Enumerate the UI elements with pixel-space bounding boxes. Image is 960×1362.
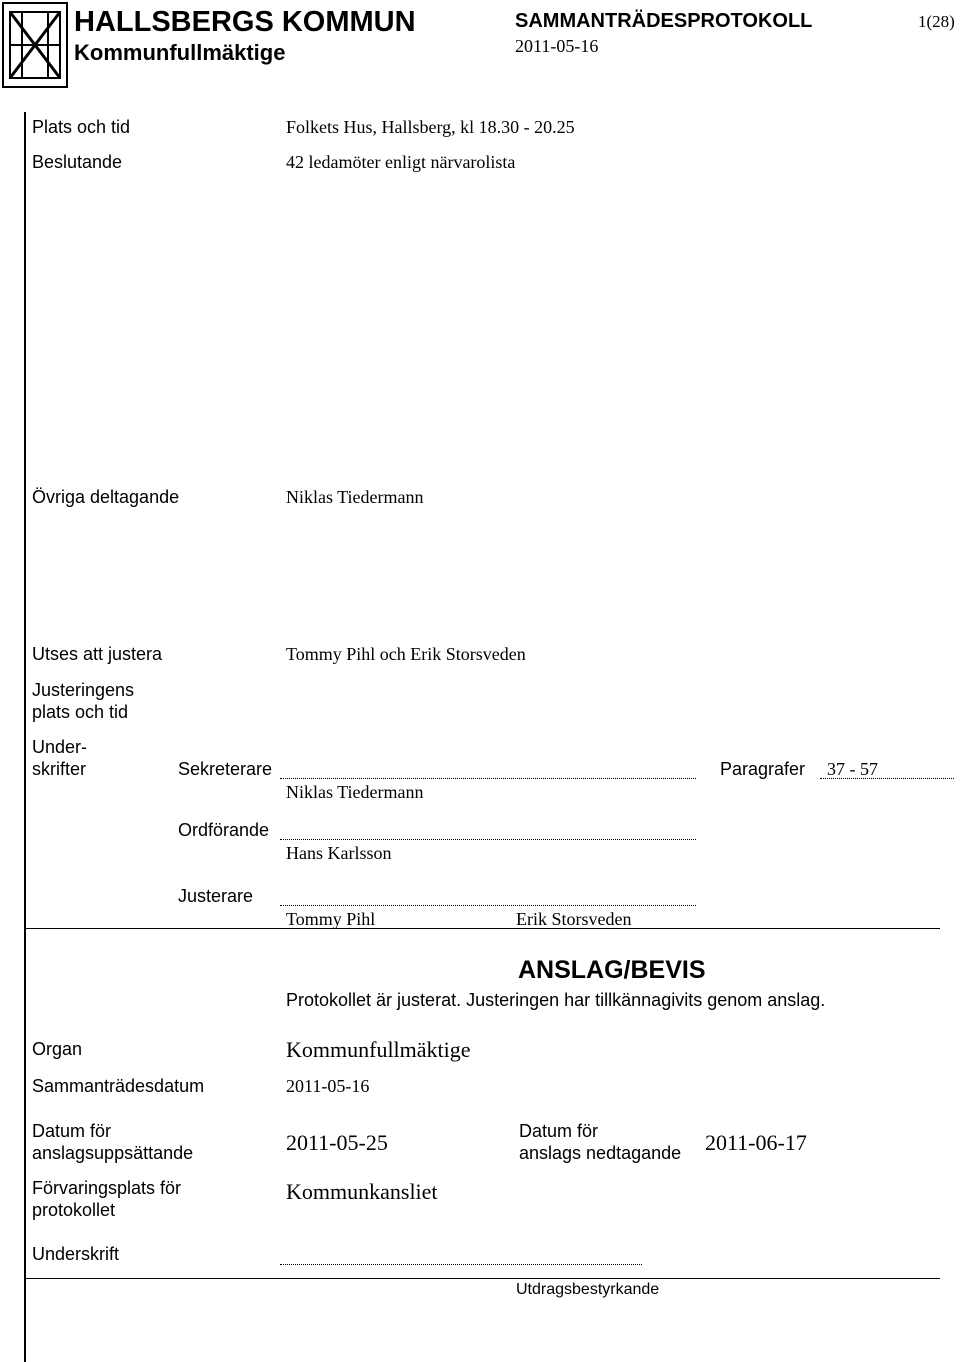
kommun-logo: [2, 2, 68, 88]
page-number: 1(28): [918, 12, 955, 31]
certifier-label: Utdragsbestyrkande: [516, 1281, 660, 1298]
signatures-label-2: skrifter: [32, 759, 86, 779]
organ-label: Organ: [32, 1039, 83, 1059]
adjust-value: Tommy Pihl och Erik Storsveden: [286, 644, 526, 664]
notice-title: ANSLAG/BEVIS: [518, 956, 706, 984]
chair-label: Ordförande: [178, 820, 270, 840]
storage-label-2: protokollet: [32, 1200, 116, 1220]
secretary-name: Niklas Tiedermann: [286, 782, 424, 802]
signature-label: Underskrift: [32, 1244, 120, 1264]
posting-label-2: anslagsuppsättande: [32, 1143, 194, 1163]
meeting-date-label: Sammanträdesdatum: [32, 1076, 205, 1096]
adjust-place-label-2: plats och tid: [32, 702, 129, 722]
chair-signature-line: [280, 839, 696, 840]
notice-text: Protokollet är justerat. Justeringen har tillkännagivits genom anslag.: [286, 990, 826, 1010]
removal-label-2: anslags nedtagande: [519, 1143, 682, 1163]
secretary-signature-line: [280, 778, 696, 779]
posting-value: 2011-05-25: [286, 1130, 388, 1155]
paragraphs-label: Paragrafer: [720, 759, 806, 779]
storage-label-1: Förvaringsplats för: [32, 1178, 182, 1198]
place-value: Folkets Hus, Hallsberg, kl 18.30 - 20.25: [286, 117, 575, 137]
paragraphs-value: 37 - 57: [827, 759, 878, 779]
decision-value: 42 ledamöter enligt närvarolista: [286, 152, 516, 172]
organ-value: Kommunfullmäktige: [286, 1037, 471, 1062]
certifier-signature-line: [280, 1264, 642, 1265]
adjusters-label: Justerare: [178, 886, 254, 906]
left-border: [24, 112, 26, 1362]
removal-value: 2011-06-17: [705, 1130, 807, 1155]
doc-type: SAMMANTRÄDESPROTOKOLL: [515, 10, 813, 32]
section-divider: [24, 928, 940, 929]
storage-value: Kommunkansliet: [286, 1179, 438, 1204]
meeting-date-value: 2011-05-16: [286, 1076, 370, 1096]
others-value: Niklas Tiedermann: [286, 487, 424, 507]
removal-label-1: Datum för: [519, 1121, 599, 1141]
kommun-logo-icon: [2, 2, 68, 88]
adjuster-1-name: Tommy Pihl: [286, 909, 376, 929]
secretary-label: Sekreterare: [178, 759, 273, 779]
posting-label-1: Datum för: [32, 1121, 112, 1141]
body-name: Kommunfullmäktige: [74, 40, 286, 65]
bottom-divider: [24, 1278, 940, 1279]
adjuster-2-name: Erik Storsveden: [516, 909, 632, 929]
paragraphs-line: [820, 778, 954, 779]
decision-label: Beslutande: [32, 152, 123, 172]
adjust-place-label-1: Justeringens: [32, 680, 135, 700]
place-label: Plats och tid: [32, 117, 131, 137]
org-name: HALLSBERGS KOMMUN: [74, 6, 416, 38]
signatures-label-1: Under-: [32, 737, 88, 757]
chair-name: Hans Karlsson: [286, 843, 392, 863]
others-label: Övriga deltagande: [32, 487, 180, 507]
adjusters-signature-line: [280, 905, 696, 906]
adjust-label: Utses att justera: [32, 644, 163, 664]
header-date: 2011-05-16: [515, 36, 599, 56]
